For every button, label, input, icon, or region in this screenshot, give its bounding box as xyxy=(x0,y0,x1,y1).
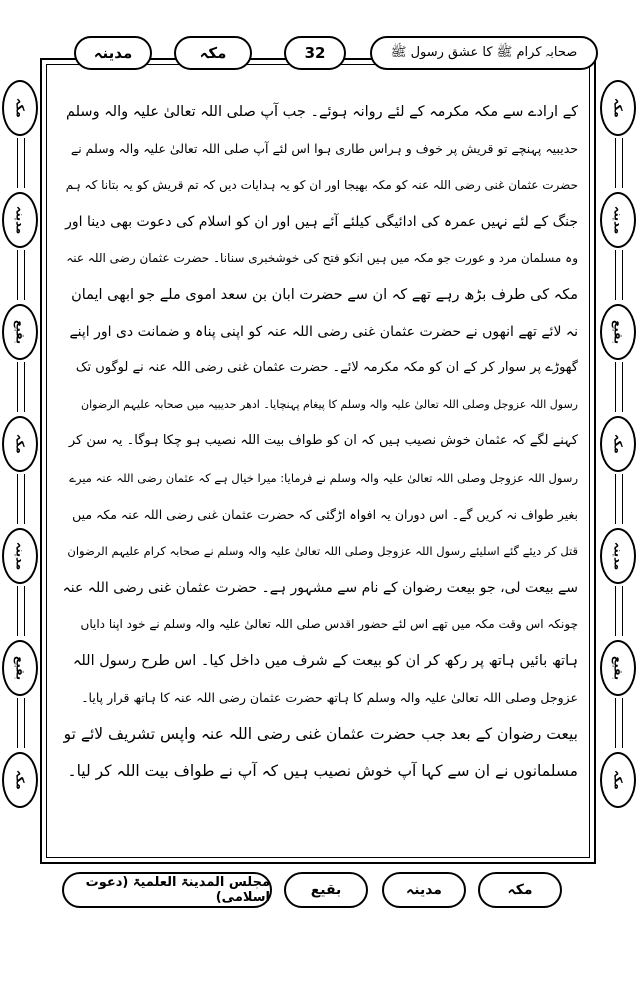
left-scroll-ornament xyxy=(17,698,25,748)
page-header xyxy=(22,30,616,78)
left-scroll-ornament xyxy=(17,250,25,300)
left-medallion: مکہ xyxy=(2,416,38,472)
text-line: مسلمانوں نے ان سے کہا آپ خوش نصیب ہیں کہ آپ نے طواف بیت اللہ کر لیا۔ xyxy=(67,761,578,780)
text-line: چونکہ اس وقت مکہ میں تھے اس لئے حضور اقدس صلی اللہ تعالیٰ علیہ والہ وسلم نے خود اپنا دایاں xyxy=(80,617,578,632)
text-line: وہ مسلمان مرد و عورت جو مکہ میں ہیں انکو فتح کی خوشخبری سنانا۔ حضرت عثمان رضی اللہ عنہ xyxy=(66,251,578,266)
text-line: مکہ کی طرف بڑھ رہے تھے کہ ان سے حضرت ابان بن سعد اموی ملے جو ابھی ایمان xyxy=(71,286,578,303)
right-medallion: مدینہ xyxy=(600,192,636,248)
text-line: جنگ کے لئے نہیں عمرہ کی ادائیگی کیلئے آئے ہیں اور ان کو اسلام کی دعوت بھی دینا اور xyxy=(65,213,578,230)
right-scroll-ornament xyxy=(615,250,623,300)
running-title: صحابہ کرام ﷺ کا عشق رسول ﷺ xyxy=(370,36,598,70)
body-text xyxy=(62,94,578,789)
text-line: حدیبیہ پہنچے تو قریش پر خوف و ہراس طاری ہوا اس لئے آپ صلی اللہ تعالیٰ علیہ والہ وسلم نے xyxy=(70,140,578,156)
footer-baqi-cartouche: بقیع xyxy=(284,872,368,908)
right-medallion: بقیع xyxy=(600,304,636,360)
text-line: ہاتھ بائیں ہاتھ پر رکھ کر ان کو بیعت کے شرف میں داخل کیا۔ اس طرح رسول اللہ xyxy=(72,652,578,669)
page-footer xyxy=(22,866,616,916)
footer-makkah-cartouche: مکہ xyxy=(478,872,562,908)
header-makkah-cartouche: مکہ xyxy=(174,36,252,70)
right-ornament-column xyxy=(598,80,638,860)
page-number: 32 xyxy=(284,36,346,70)
text-line: رسول اللہ عزوجل وصلی اللہ تعالیٰ علیہ والہ وسلم کا پیغام پہنچایا۔ ادھر حدیبیہ میں صحابہ علیہم الرضوان xyxy=(81,397,578,411)
publisher-cartouche: مجلس المدینۃ العلمیۃ (دعوت اسلامی) xyxy=(62,872,272,908)
left-medallion: بقیع xyxy=(2,640,38,696)
left-medallion: مدینہ xyxy=(2,192,38,248)
left-medallion: مکہ xyxy=(2,752,38,808)
left-scroll-ornament xyxy=(17,138,25,188)
right-medallion: مکہ xyxy=(600,80,636,136)
text-line: نہ لائے تھے انھوں نے حضرت عثمان غنی رضی اللہ عنہ کو اپنی پناہ و ضمانت دی اور اپنے xyxy=(69,323,578,340)
right-scroll-ornament xyxy=(615,138,623,188)
right-medallion: مکہ xyxy=(600,752,636,808)
header-madina-cartouche: مدینہ xyxy=(74,36,152,70)
text-line: بغیر طواف نہ کریں گے۔ اس دوران یہ افواہ اڑگئی کہ حضرت عثمان غنی رضی اللہ عنہ مکہ میں xyxy=(72,506,578,522)
left-scroll-ornament xyxy=(17,474,25,524)
right-medallion: مدینہ xyxy=(600,528,636,584)
left-medallion: مدینہ xyxy=(2,528,38,584)
left-medallion: بقیع xyxy=(2,304,38,360)
left-scroll-ornament xyxy=(17,586,25,636)
text-line: گھوڑے پر سوار کر کے ان کو مکہ مکرمہ لائے۔ حضرت عثمان غنی رضی اللہ عنہ نے لوگوں تک xyxy=(75,360,578,376)
right-medallion: مکہ xyxy=(600,416,636,472)
text-line: رسول اللہ عزوجل وصلی اللہ تعالیٰ علیہ والہ وسلم نے فرمایا: میرا خیال ہے کہ عثمان رضی اللہ عنہ میرے xyxy=(69,470,578,485)
text-line: بیعت رضوان کے بعد جب حضرت عثمان غنی رضی اللہ عنہ واپس تشریف لائے تو xyxy=(63,725,578,744)
left-ornament-column xyxy=(0,80,40,860)
right-scroll-ornament xyxy=(615,474,623,524)
right-medallion: بقیع xyxy=(600,640,636,696)
text-line: حضرت عثمان غنی رضی اللہ عنہ کو مکہ بھیجا اور ان کو یہ ہدایات دیں کہ تم قریش کو یہ بتانا کہ ہم xyxy=(65,178,578,193)
left-medallion: مکہ xyxy=(2,80,38,136)
text-line: سے بیعت لی، جو بیعت رضوان کے نام سے مشہور ہے۔ حضرت عثمان غنی رضی اللہ عنہ xyxy=(62,579,578,596)
left-scroll-ornament xyxy=(17,362,25,412)
text-line: عزوجل وصلی اللہ تعالیٰ علیہ والہ وسلم کا ہاتھ حضرت عثمان رضی اللہ عنہ کا ہاتھ قرار پایا۔ xyxy=(81,689,578,705)
right-scroll-ornament xyxy=(615,586,623,636)
text-line: قتل کر دیئے گئے اسلیئے رسول اللہ عزوجل وصلی اللہ تعالیٰ علیہ والہ وسلم نے صحابہ کرام علیہم الرضوان xyxy=(67,544,578,559)
text-line: کے ارادے سے مکہ مکرمہ کے لئے روانہ ہوئے۔ جب آپ صلی اللہ تعالیٰ علیہ والہ وسلم xyxy=(65,104,578,120)
text-line: کہنے لگے کہ عثمان خوش نصیب ہیں کہ ان کو طواف بیت اللہ نصیب ہو چکا ہوگا۔ یہ سن کر xyxy=(68,433,578,449)
footer-madina-cartouche: مدینہ xyxy=(382,872,466,908)
right-scroll-ornament xyxy=(615,698,623,748)
right-scroll-ornament xyxy=(615,362,623,412)
